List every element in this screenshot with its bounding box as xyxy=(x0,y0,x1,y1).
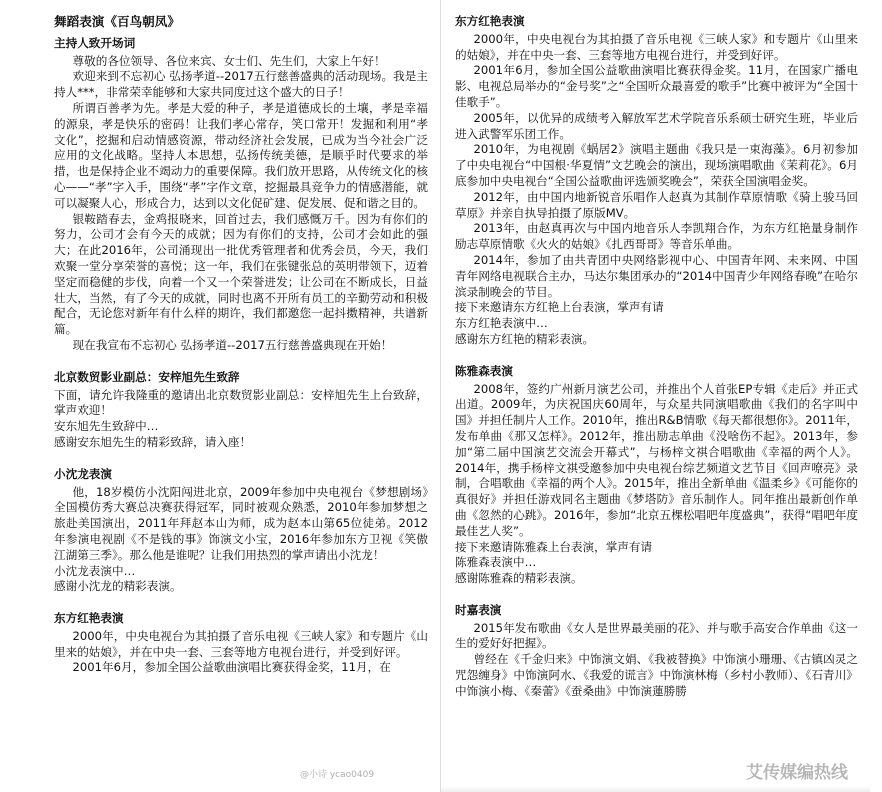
dongfang-para: 2001年6月，参加全国公益歌曲演唱比赛获得金奖。11月，在国家广播电影、电视总局举办的“金号奖”之“全国听众最喜爱的歌手”比赛中被评为“全国十佳歌手”。 xyxy=(455,63,858,109)
xiaoshenlong-heading: 小沈龙表演 xyxy=(54,466,112,481)
dongfang-heading: 东方红艳表演 xyxy=(455,14,525,28)
dongfang-line: 东方红艳表演中… xyxy=(455,316,548,331)
speech-line: 感谢安东旭先生的精彩致辞，请入座！ xyxy=(54,434,252,449)
dongfang-para: 2014年，参加了由共青团中央网络影视中心、中国青年网、未来网、中国青年网络电视联合主办，马达尔集团承办的“2014中国青少年网络春晚”在哈尔滨录制晚会的节目。 xyxy=(455,252,858,299)
bottom-shadow xyxy=(441,786,870,792)
dongfang-para: 2000年，中央电视台为其拍摄了音乐电视《三峡人家》和专题片《山里来的姑娘》，并在中央一套、三套等地方电视台进行，并受到好评。 xyxy=(455,31,858,62)
dongfang-section-left xyxy=(54,611,428,676)
right-column xyxy=(440,0,870,792)
shijia-heading: 时嘉表演 xyxy=(455,602,502,617)
xiaoshenlong-section xyxy=(54,467,428,595)
xiaoshenlong-line: 感谢小沈龙的精彩表演。 xyxy=(54,579,182,594)
opening-section xyxy=(54,36,428,354)
opening-para: 尊敬的各位领导、各位来宾、女士们、先生们，大家上午好！ xyxy=(72,53,386,68)
opening-para: 所谓百善孝为先。孝是大爱的种子，孝是道德成长的土壤，孝是幸福的源泉，孝是快乐的密码！让我们孝心常存，笑口常开！发掘和利用“孝文化”，挖掘和启动情感资源，带动经济社会发展，已成为当今社会广泛应用的文化战略。坚持人本思想，弘扬传统美德，是顺乎时代要求的举措，也是保持企业不竭动力的重要保障。我们放开思路，从传统文化的核心——“孝”字入手，围绕“孝”字作文章，挖掘最具竞争力的情感潜能，就可以凝聚人心，形成合力，达到以文化促矿建、促发展、促和谐之目的。 xyxy=(54,100,428,210)
dongfang-para: 2012年，由中国内地新锐音乐唱作人赵真为其制作草原情歌《骑上骏马回草原》并亲自执导拍摄了原版MV。 xyxy=(455,189,858,220)
speech-line: 下面，请允许我隆重的邀请出北京数贸影业副总：安梓旭先生上台致辞，掌声欢迎！ xyxy=(54,387,428,418)
weibo-watermark: @小诗 ycao0409 xyxy=(300,770,375,781)
dongfang-para-left: 2000年，中央电视台为其拍摄了音乐电视《三峡人家》和专题片《山里来的姑娘》，并在中央一套、三套等地方电视台进行，并受到好评。 xyxy=(54,628,428,659)
chenyasen-para: 2008年，签约广州新月演艺公司，并推出个人首张EP专辑《走后》并正式出道。2009年，为庆祝国庆60周年，与众星共同演唱歌曲《我们的名字叫中国》并担任制片人工作。2010年，推出R&B情歌《每天都很想你》。2011年，发布单曲《那又怎样》。2012年，推出励志单曲《没啥伤不起》。2013年，参加“第二届中国演艺交流会开幕式”，与杨梓文祺合唱歌曲《幸福的两个人》。2014年，携手杨梓文祺受邀参加中央电视台综艺频道文艺节目《回声嘹亮》录制，合唱歌曲《幸福的两个人》。2015年，推出全新单曲《温柔乡》《可能你的真很好》并担任游戏同名主题曲《梦塔防》音乐制作人。同年推出最新创作单曲《忽然的心跳》。2016年，参加“北京五棵松唱吧年度盛典”，获得“唱吧年度最佳艺人奖”。 xyxy=(455,381,858,538)
wechat-watermark: 艾传媒编热线 xyxy=(746,763,848,784)
opening-para: 现在我宣布不忘初心 弘扬孝道--2017五行慈善盛典现在开始！ xyxy=(72,337,393,352)
chenyasen-section xyxy=(455,364,858,587)
speech-section xyxy=(54,370,428,451)
dongfang-para: 2005年，以优异的成绩考入解放军艺术学院音乐系硕士研究生班，毕业后进入武警军乐团工作。 xyxy=(455,110,858,141)
shijia-section xyxy=(455,603,858,700)
dongfang-para-left: 2001年6月，参加全国公益歌曲演唱比赛获得金奖，11月，在 xyxy=(72,660,391,675)
chenyasen-line: 感谢陈雅森的精彩表演。 xyxy=(455,571,583,586)
xiaoshenlong-para: 他，18岁模仿小沈阳闯进北京，2009年参加中央电视台《梦想剧场》全国模仿秀大赛总决赛获得冠军，同时被观众熟悉，2010年参加梦想之旅赴美国演出，2011年拜赵本山为师，成为赵本山第65位徒弟。2012年参演电视剧《不是钱的事》饰演文小宝，2016年参加东方卫视《笑傲江湖第三季》。那么他是谁呢？让我们用热烈的掌声请出小沈龙！ xyxy=(54,484,428,562)
speech-line: 安东旭先生致辞中… xyxy=(54,419,159,434)
chenyasen-line: 陈雅森表演中… xyxy=(455,555,537,570)
dongfang-heading-left: 东方红艳表演 xyxy=(54,611,124,626)
speech-heading: 北京数贸影业副总：安梓旭先生致辞 xyxy=(54,369,240,384)
opening-para: 欢迎来到不忘初心 弘扬孝道--2017五行慈善盛典的活动现场。我是主持人***，非常荣幸能够和大家共同度过这个盛大的日子！ xyxy=(54,69,428,100)
dongfang-line: 接下来邀请东方红艳上台表演，掌声有请 xyxy=(455,300,664,315)
document-title: 舞蹈表演《百鸟朝凤》 xyxy=(54,14,180,29)
shijia-para: 曾经在《千金归来》中饰演文娟、《我被替换》中饰演小珊珊、《古镇凶灵之咒怨缠身》中饰演阿水、《我爱的谎言》中饰演林梅（乡村小教师）、《石青川》中饰演小梅、《秦蕾》《蚕桑曲》中饰演蓮勝勝 xyxy=(455,652,858,698)
dongfang-section xyxy=(455,14,858,348)
dongfang-para: 2010年，为电视剧《蜗居2》演唱主题曲《我只是一束海藻》。6月初参加了中央电视台“中国根·华夏情”文艺晚会的演出，现场演唱歌曲《茉莉花》。6月底参加中央电视台“全国公益歌曲评选颁奖晚会”，荣获全国演唱金奖。 xyxy=(455,142,858,188)
shijia-para: 2015年发布歌曲《女人是世界最美丽的花》、并与歌手高安合作单曲《这一生的爱好好把握》。 xyxy=(455,620,858,651)
dongfang-line: 感谢东方红艳的精彩表演。 xyxy=(455,331,595,346)
opening-heading: 主持人致开场词 xyxy=(54,35,136,50)
chenyasen-line: 接下来邀请陈雅森上台表演，掌声有请 xyxy=(455,539,653,554)
chenyasen-heading: 陈雅森表演 xyxy=(455,363,513,378)
xiaoshenlong-line: 小沈龙表演中… xyxy=(54,563,136,578)
dongfang-para: 2013年，由赵真再次与中国内地音乐人李凯翔合作，为东方红艳量身制作励志草原情歌《火火的姑娘》《扎西哥哥》等音乐单曲。 xyxy=(455,221,858,252)
opening-para: 银鞍踏春去，金鸡报晓来，回首过去，我们感慨万千。因为有你们的努力，公司才会有今天的成就；因为有你们的支持，公司才会如此的强大；在此2016年，公司涌现出一批优秀管理者和优秀会员，今天，我们欢聚一堂分享荣誉的喜悦；这一年，我们在张键张总的英明带领下，迈着坚定而稳健的步伐，向着一个又一个荣誉进发；让公司在不断成长，日益壮大，当然，有了今天的成就，同时也离不开所有员工的辛勤劳动和积极配合，无论您对新年有什么样的期许，我们都邀您一起抖擞精神，共谱新篇。 xyxy=(54,211,428,337)
left-column xyxy=(40,0,440,792)
